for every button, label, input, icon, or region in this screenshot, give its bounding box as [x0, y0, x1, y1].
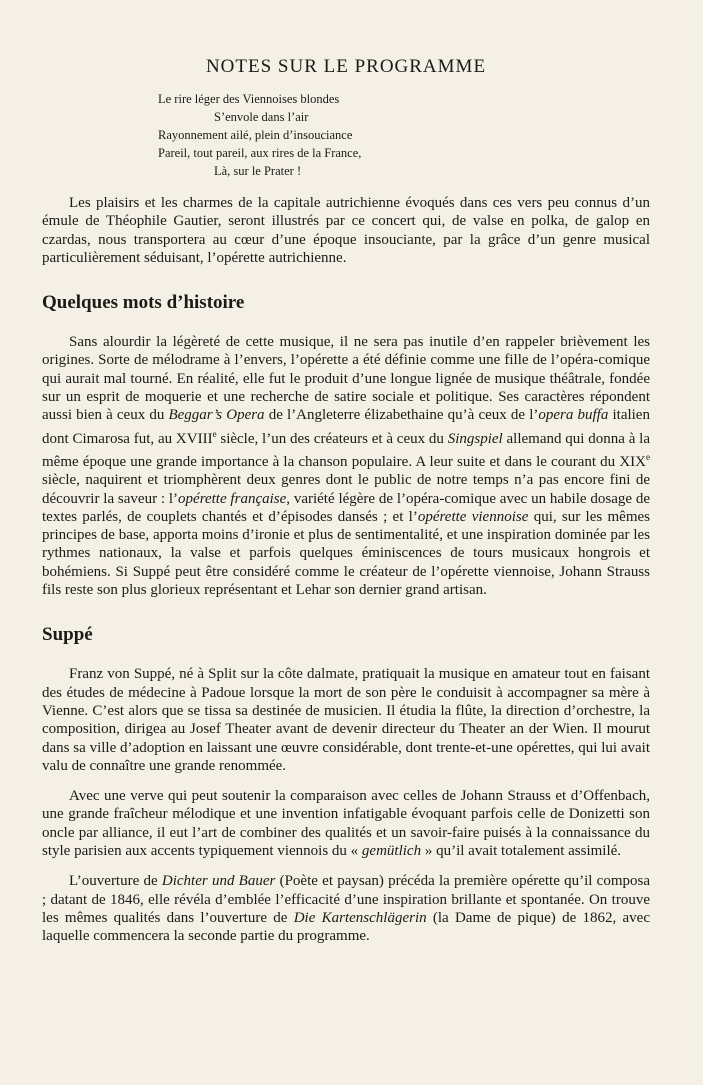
section-heading-suppe: Suppé — [42, 624, 93, 646]
poem-line: Là, sur le Prater ! — [214, 164, 302, 178]
poem-line: Pareil, tout pareil, aux rires de la France, — [158, 146, 362, 160]
suppe-paragraph-1: Franz von Suppé, né à Split sur la côte dalmate, pratiquait la musique en amateur tout en faisant des études de médecine à Padoue lorsque la mort de son père le conduisit à accompagner sa mère à Vienne. C’est alors que se tissa sa destinée de musicien. Il étudia la flûte, la direction d’orchestre, la composition, dirigea au Josef Theater avant de devenir directeur du Theater an der Wien. Il mourut dans sa ville d’adoption en laissant une œuvre considérable, dont trente-et-une opérettes, qui lui avait valu de connaître une grande renommée. — [42, 666, 650, 774]
poem-epigraph — [158, 90, 650, 180]
poem-line: S’envole dans l’air — [214, 110, 309, 124]
suppe-paragraph-2: Avec une verve qui peut soutenir la comparaison avec celles de Johann Strauss et d’Offenbach, une grande fraîcheur mélodique et une invention infatigable évoquant parfois celle de Donizetti son oncle par alliance, il eut l’art de combiner des qualités et un savoir-faire puisés à la connaissance du style parisien aux accents typiquement viennois du « gemütlich » qu’il avait totalement assimilé. — [42, 788, 650, 860]
page-title: NOTES SUR LE PROGRAMME — [205, 56, 487, 77]
history-paragraph: Sans alourdir la légèreté de cette musique, il ne sera pas inutile d’en rappeler brièvement les origines. Sorte de mélodrame à l’envers, l’opérette a été définie comme une fille de l’opéra-comique qui aurait mal tourné. En réalité, elle fut le produit d’une longue lignée de musique théâtrale, fondée sur un esprit de moquerie et une recherche de satire sociale et politique. Ses caractères répondent aussi bien à ceux du Beggar’s Opera de l’Angleterre élizabethaine qu’à ceux de l’opera buffa italien dont Cimarosa fut, au XVIIIe siècle, l’un des créateurs et à ceux du Singspiel allemand qui donna à la même époque une grande importance à la chanson populaire. A leur suite et dans le courant du XIXe siècle, naquirent et triomphèrent deux genres dont le public de notre temps n’a pas encore fini de découvrir la saveur : l’opérette française, variété légère de l’opéra-comique avec un habile dosage de textes parlés, de couplets chantés et d’épisodes dansés ; et l’opérette viennoise qui, sur les mêmes principes de base, apporta moins d’ironie et plus de sentimentalité, et une inspiration dominée par les rythmes nationaux, la valse et parfois quelques éminiscences de tours musicaux hongrois et bohémiens. Si Suppé peut être considéré comme le créateur de l’opérette viennoise, Johann Strauss fils reste son plus glorieux représentant et Lehar son dernier grand artisan. — [42, 334, 651, 599]
suppe-paragraph-3: L’ouverture de Dichter und Bauer (Poète et paysan) précéda la première opérette qu’il composa ; datant de 1846, elle révéla d’emblée l’efficacité d’une inspiration brillante et spontanée. On trouve les mêmes qualités dans l’ouverture de Die Kartenschlägerin (la Dame de pique) de 1862, avec laquelle commencera la seconde partie du programme. — [42, 873, 650, 945]
section-heading-history: Quelques mots d’histoire — [42, 292, 245, 314]
poem-line: Le rire léger des Viennoises blondes — [158, 92, 340, 106]
content — [42, 54, 650, 946]
intro-paragraph: Les plaisirs et les charmes de la capitale autrichienne évoqués dans ces vers peu connus d’un émule de Théophile Gautier, seront illustrés par ce concert qui, de valse en polka, de galop en czardas, nous transportera au cœur d’une époque insouciante, par la grâce d’un genre musical particulièrement séduisant, l’opérette autrichienne. — [42, 195, 650, 266]
poem-line: Rayonnement ailé, plein d’insouciance — [158, 128, 353, 142]
